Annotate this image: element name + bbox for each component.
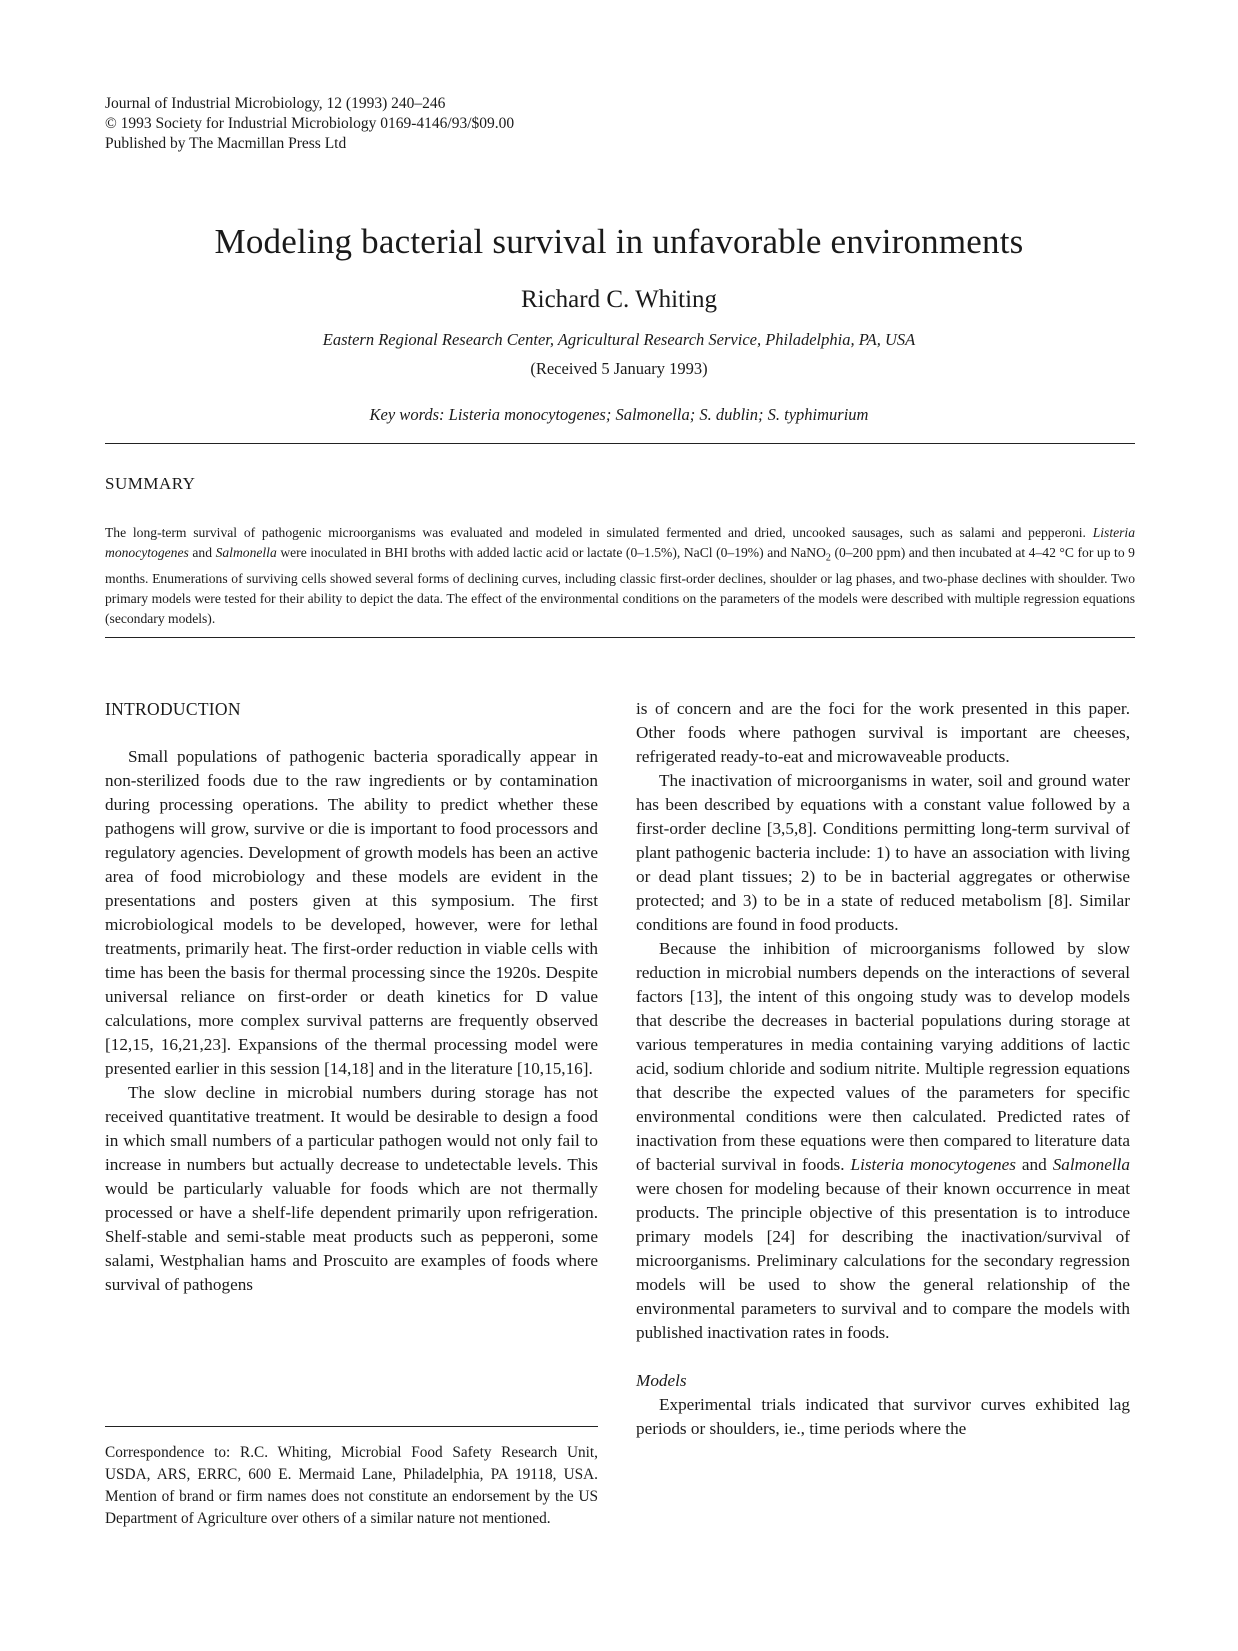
species-name: Listeria monocytogenes: [850, 1155, 1016, 1174]
species-name: Salmonella: [1052, 1155, 1131, 1174]
intro-paragraph-3: The inactivation of microorganisms in water, soil and ground water has been described by equations with a constant value followed by a first-order decline [3,5,8]. Conditions permitting long-term survival of plant pathogenic bacteria include: 1) to have an association with living or dead plant tissues; 2) to be in bacterial aggregates or otherwise protected; and 3) to be in a state of reduced metabolism [8]. Similar conditions are found in food products.: [636, 771, 1130, 934]
keywords-list: Listeria monocytogenes; Salmonella; S. dublin; S. typhimurium: [448, 405, 869, 424]
species-name: Salmonella: [215, 545, 277, 560]
models-heading: Models: [636, 1371, 687, 1390]
intro-paragraph-2: The slow decline in microbial numbers during storage has not received quantitative treatment. It would be desirable to design a food in which small numbers of a particular pathogen would not only fail to increase in numbers but actually decrease to undetectable levels. This would be particularly valuable for foods which are not thermally processed or have a shelf-life dependent primarily upon refrigeration. Shelf-stable and semi-stable meat products such as pepperoni, some salami, Westphalian hams and Proscuito are examples of foods where survival of pathogens: [105, 1083, 598, 1294]
correspondence-footnote: Correspondence to: R.C. Whiting, Microbial Food Safety Research Unit, USDA, ARS, ERRC, 600 E. Mermaid Lane, Philadelphia, PA 19118, USA. Mention of brand or firm names does not constitute an endorsement by the US Department of Agriculture over others of a similar nature not mentioned.: [105, 1444, 598, 1527]
author-affiliation: Eastern Regional Research Center, Agricultural Research Service, Philadelphia, PA, USA: [322, 330, 916, 349]
journal-publisher: Published by The Macmillan Press Ltd: [105, 135, 347, 152]
intro-paragraph-1: Small populations of pathogenic bacteria sporadically appear in non-sterilized foods due to the raw ingredients or by contamination during processing operations. The ability to predict whether these pathogens will grow, survive or die is important to food processors and regulatory agencies. Development of growth models has been an active area of food microbiology and these models are evident in the presentations and posters given at this symposium. The first microbiological models to be developed, however, were for lethal treatments, primarily heat. The first-order reduction in viable cells with time has been the basis for thermal processing since the 1920s. Despite universal reliance on first-order or death kinetics for D value calculations, more complex survival patterns are frequently observed [12,15, 16,21,23]. Expansions of the thermal processing model were presented earlier in this session [14,18] and in the literature [10,15,16].: [105, 747, 598, 1078]
footnote-divider: [105, 1426, 598, 1427]
article-title: Modeling bacterial survival in unfavorable environments: [214, 222, 1024, 261]
keywords: [0, 405, 1238, 425]
summary-abstract: The long-term survival of pathogenic microorganisms was evaluated and modeled in simulated fermented and dried, uncooked sausages, such as salami and pepperoni. Listeria monocytogenes and Salmonella were inoculated in BHI broths with added lactic acid or lactate (0–1.5%), NaCl (0–19%) and NaNO$_2$ (0–200 ppm) and then incubated at 4–42 °C for up to 9 months. Enumerations of surviving cells showed several forms of declining curves, including classic first-order declines, shoulder or lag phases, and two-phase declines with shoulder. Two primary models were tested for their ability to depict the data. The effect of the environmental conditions on the parameters of the models were described with multiple regression equations (secondary models).: [105, 525, 1135, 626]
left-column: [105, 697, 598, 1297]
intro-paragraph-4: Because the inhibition of microorganisms followed by slow reduction in microbial numbers depends on the interactions of several factors [13], the intent of this ongoing study was to develop models that describe the decreases in bacterial populations during storage at various temperatures in media containing varying additions of lactic acid, sodium chloride and sodium nitrite. Multiple regression equations that describe the expected values of the parameters for specific environmental conditions were then calculated. Predicted rates of inactivation from these equations were then compared to literature data of bacterial survival in foods. Listeria monocytogenes and Salmonella were chosen for modeling because of their known occurrence in meat products. The principle objective of this presentation is to introduce primary models [24] for describing the inactivation/survival of microorganisms. Preliminary calculations for the secondary regression models will be used to show the general relationship of the environmental parameters to survival and to compare the models with published inactivation rates in foods.: [636, 939, 1131, 1342]
summary-top-divider: [105, 443, 1135, 444]
models-paragraph-1: Experimental trials indicated that survivor curves exhibited lag periods or shoulders, ie., time periods where the: [636, 1395, 1130, 1438]
article-author: Richard C. Whiting: [520, 286, 718, 313]
journal-copyright: © 1993 Society for Industrial Microbiology 0169-4146/93/$09.00: [105, 115, 515, 132]
journal-header: [105, 94, 514, 154]
keywords-label: Key words:: [369, 405, 445, 424]
species-name: Listeria monocytogenes: [105, 525, 1135, 560]
summary-bottom-divider: [105, 637, 1135, 638]
received-date: (Received 5 January 1993): [530, 359, 708, 378]
introduction-heading: INTRODUCTION: [105, 699, 241, 719]
intro-paragraph-2-continued: is of concern and are the foci for the work presented in this paper. Other foods where pathogen survival is important are cheeses, refrigerated ready-to-eat and microwaveable products.: [636, 699, 1130, 766]
journal-citation: Journal of Industrial Microbiology, 12 (1993) 240–246: [105, 95, 446, 112]
right-column: [636, 697, 1130, 1441]
summary-heading: SUMMARY: [105, 474, 196, 493]
